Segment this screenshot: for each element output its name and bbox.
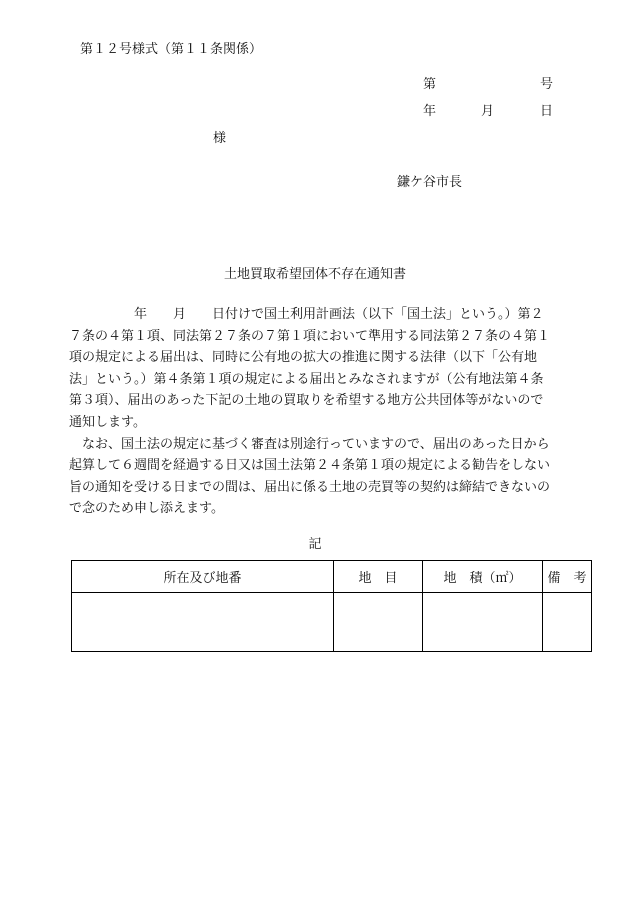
land-table [71,560,592,652]
date-month-label: 月 [481,104,495,119]
cell-location [72,593,334,652]
table-header-row [72,561,592,593]
addressee-suffix: 様 [213,131,227,146]
header-land-area: 地 積（㎡） [423,561,543,593]
table-row [72,593,592,652]
header-remarks: 備 考 [543,561,592,593]
sender-name: 鎌ケ谷市長 [397,175,463,190]
cell-remarks [543,593,592,652]
header-location: 所在及び地番 [72,561,334,593]
body-paragraph-2: なお、国土法の規定に基づく審査は別途行っていますので、届出のあった日から起算して６週間を経過する日又は国土法第２４条第１項の規定による勧告をしない旨の通知を受ける日までの間は、届出に係る土地の売買等の契約は締結できないので念のため申し添えます。 [69,436,551,517]
document-number-prefix: 第 [423,77,437,92]
document-title: 土地買取希望団体不存在通知書 [223,267,406,282]
body-paragraph-1: 年 月 日付けで国土利用計画法（以下「国土法」という。）第２７条の４第１項、同法第２７条の７第１項において準用する同法第２７条の４第１項の規定による届出は、同時に公有地の拡大の推進に関する法律（以下「公有地法」という。）第４条第１項の規定による届出とみなされますが（公有地法第４条第３項）、届出のあった下記の土地の買取りを希望する地方公共団体等がないので通知します。 [69,307,551,430]
land-table-wrapper [71,560,592,652]
header-land-category: 地 目 [334,561,423,593]
cell-land-category [334,593,423,652]
ki-heading: 記 [308,537,322,552]
date-year-label: 年 [423,104,437,119]
date-day-label: 日 [540,104,554,119]
cell-land-area [423,593,543,652]
document-number-suffix: 号 [540,77,554,92]
body-text [69,304,551,520]
form-number: 第１２号様式（第１１条関係） [80,42,263,57]
